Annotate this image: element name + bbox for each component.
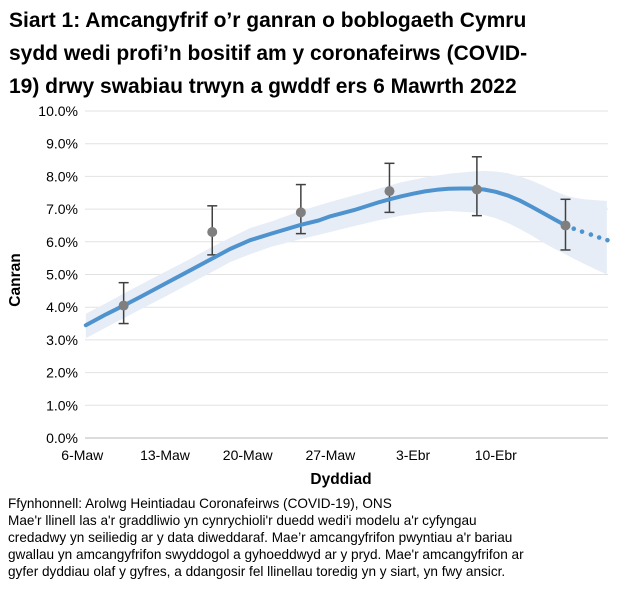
- x-tick-label: 20-Maw: [222, 447, 273, 463]
- y-axis-title: Canran: [7, 253, 24, 307]
- trend-dotted-dot: [571, 226, 576, 231]
- data-point: [384, 186, 394, 196]
- source-text: Ffynhonnell: Arolwg Heintiadau Coronafeirws (COVID-19), ONS: [8, 496, 392, 511]
- y-tick-label: 4.0%: [46, 299, 78, 316]
- y-tick-label: 0.0%: [46, 430, 78, 446]
- y-tick-label: 9.0%: [46, 135, 78, 152]
- data-point: [119, 301, 129, 311]
- note-line: credadwy yn seiliedig ar y data diweddaraf. Mae’r amcangyfrifon pwyntiau a'r bariau: [8, 530, 513, 545]
- x-tick-label: 27-Maw: [305, 447, 356, 463]
- y-tick-label: 10.0%: [38, 103, 78, 119]
- note-line: gwallau yn amcangyfrifon swyddogol a gyhoeddwyd ar y pryd. Mae'r amcangyfrifon ar: [8, 547, 524, 562]
- chart-title: [9, 4, 611, 103]
- confidence-band: [86, 171, 607, 338]
- y-tick-label: 2.0%: [46, 364, 78, 381]
- data-point: [472, 184, 482, 194]
- data-point: [296, 207, 306, 217]
- y-tick-label: 5.0%: [46, 266, 78, 283]
- trend-dotted-dot: [605, 238, 610, 243]
- y-tick-label: 8.0%: [46, 168, 78, 185]
- x-tick-label: 10-Ebr: [474, 447, 517, 463]
- note-line: gyfer dyddiau olaf y gyfres, a ddangosir fel llinellau toredig yn y siart, yn fwy ansicr.: [8, 564, 506, 579]
- note-text: [8, 512, 616, 580]
- chart-footer: [8, 495, 616, 580]
- x-tick-label: 13-Maw: [140, 447, 190, 463]
- y-tick-label: 7.0%: [46, 201, 78, 218]
- y-tick-label: 1.0%: [46, 397, 78, 414]
- data-point: [560, 220, 570, 230]
- trend-dotted-dot: [580, 229, 585, 234]
- chart-title-line: sydd wedi profi’n bositif am y coronafeirws (COVID-: [9, 42, 528, 65]
- y-tick-label: 6.0%: [46, 233, 78, 250]
- note-line: Mae'r llinell las a'r graddliwio yn cynrychioli'r duedd wedi'i modelu a'r cyfyngau: [8, 513, 477, 528]
- x-tick-label: 6-Maw: [61, 447, 104, 463]
- data-point: [207, 227, 217, 237]
- trend-chart: [0, 103, 621, 491]
- trend-dotted-dot: [597, 235, 602, 240]
- chart-title-line: 19) drwy swabiau trwyn a gwddf ers 6 Mawrth 2022: [9, 75, 517, 98]
- trend-dotted-dot: [589, 232, 594, 237]
- chart-title-line: Siart 1: Amcangyfrif o’r ganran o boblogaeth Cymru: [9, 9, 527, 32]
- x-axis-title: Dyddiad: [310, 471, 372, 488]
- x-tick-label: 3-Ebr: [395, 447, 431, 463]
- y-tick-label: 3.0%: [46, 331, 78, 348]
